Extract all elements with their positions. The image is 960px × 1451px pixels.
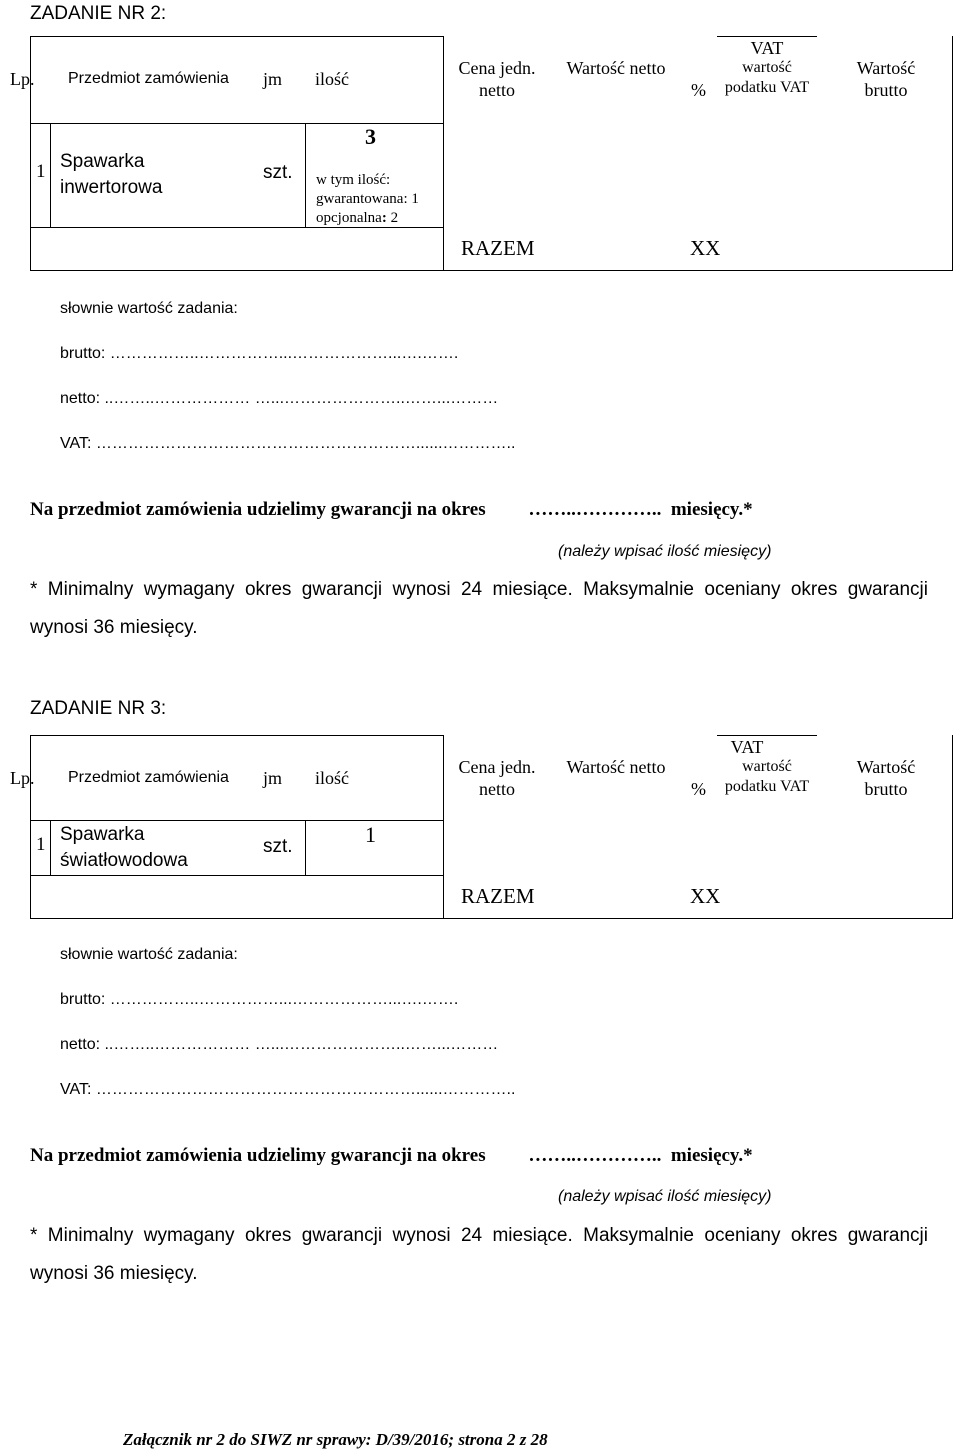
row-item: Spawarka światłowodowa [60,824,188,871]
warranty-statement: Na przedmiot zamówienia udzielimy gwarancji na okres ……..………….. miesięcy.* [30,499,753,520]
row-qty-guaranteed: gwarantowana: 1 [316,191,419,207]
section-2-title: ZADANIE NR 2: [30,3,167,24]
header-qty: ilość [315,69,349,89]
brutto-line: brutto: ……………..……………...………………...….……. [60,345,459,362]
page-footer: Załącznik nr 2 do SIWZ nr sprawy: D/39/2016; strona 2 z 28 [123,1430,548,1449]
vat-line: VAT: ……………………………………………………......………….. [60,435,516,452]
row-qty-note: w tym ilość: [316,172,391,188]
header-vat-amount: wartość podatku VAT [724,59,810,96]
header-gross-value: Wartość brutto [856,58,916,100]
header-jm: jm [263,768,283,788]
warranty-hint: (należy wpisać ilość miesięcy) [558,543,772,560]
header-qty: ilość [315,768,349,788]
header-lp: Lp. [10,69,35,89]
header-net-value: Wartość netto [566,757,666,777]
header-vat-group: VAT [730,737,764,757]
total-label: RAZEM [461,236,535,260]
row-qty-optional-sep: : [381,210,387,226]
section-3-title: ZADANIE NR 3: [30,698,167,719]
netto-line: netto: ..……..……………… …...…………………..……...……… [60,390,499,407]
header-vat-group: VAT [750,38,784,58]
header-gross-value: Wartość brutto [856,757,916,799]
words-label: słownie wartość zadania: [60,300,238,317]
header-net-value: Wartość netto [566,58,666,78]
header-unit-price: Cena jedn. netto [458,58,536,100]
warranty-hint: (należy wpisać ilość miesięcy) [558,1188,772,1205]
row-jm: szt. [263,162,293,183]
min-warranty-note: * Minimalny wymagany okres gwarancji wynosi 24 miesiące. Maksymalnie oceniany okres gwarancji wynosi 36 miesięcy. [30,1225,928,1284]
row-jm: szt. [263,836,293,857]
total-label: RAZEM [461,884,535,908]
row-lp: 1 [36,834,46,855]
header-jm: jm [263,69,283,89]
header-unit-price: Cena jedn. netto [458,757,536,799]
header-lp: Lp. [10,768,35,788]
total-mark: XX [690,236,721,260]
total-mark: XX [690,884,721,908]
words-label: słownie wartość zadania: [60,946,238,963]
row-qty: 1 [365,822,376,847]
row-lp: 1 [36,161,46,182]
netto-line: netto: ..……..……………… …...…………………..……...……… [60,1036,499,1053]
row-qty-optional-label: opcjonalna [316,210,382,226]
header-vat-amount: wartość podatku VAT [724,758,810,795]
row-qty: 3 [365,124,376,149]
header-item: Przedmiot zamówienia [68,70,229,87]
min-warranty-note: * Minimalny wymagany okres gwarancji wynosi 24 miesiące. Maksymalnie oceniany okres gwarancji wynosi 36 miesięcy. [30,579,928,638]
warranty-statement: Na przedmiot zamówienia udzielimy gwarancji na okres ……..………….. miesięcy.* [30,1145,753,1166]
row-item: Spawarka inwertorowa [60,151,163,198]
row-qty-optional-value: 2 [386,210,399,226]
header-vat-pct: % [691,80,706,100]
brutto-line: brutto: ……………..……………...………………...….……. [60,991,459,1008]
vat-line: VAT: ……………………………………………………......………….. [60,1081,516,1098]
header-vat-pct: % [691,779,706,799]
header-item: Przedmiot zamówienia [68,769,229,786]
